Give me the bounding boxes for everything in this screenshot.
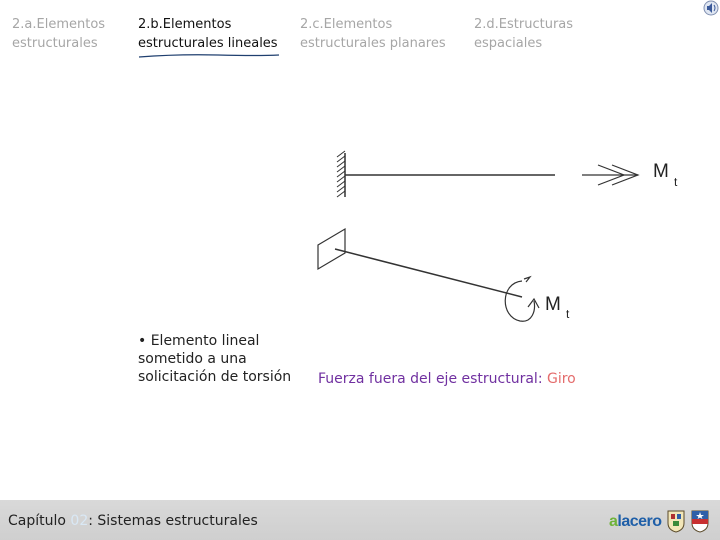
- tab-label-line1: 2.b.Elementos: [138, 17, 232, 32]
- tab-elementos-planares[interactable]: [300, 15, 446, 53]
- tab-estructuras-espaciales[interactable]: [474, 15, 573, 53]
- bullet-description: • Elemento lineal sometido a una solicitación de torsión: [138, 333, 292, 385]
- chapter-number: 02: [70, 513, 89, 529]
- speaker-icon[interactable]: [703, 0, 720, 16]
- footer-bar: [0, 500, 720, 540]
- tab-label-line2: espaciales: [474, 36, 543, 51]
- logo-letter-a: a: [609, 513, 618, 530]
- logo-rest: lacero: [617, 513, 662, 530]
- chapter-suffix: : Sistemas estructurales: [88, 513, 258, 529]
- chile-crest-icon: [690, 509, 710, 533]
- fixed-support-top: [337, 151, 345, 197]
- moment-vector-arrow: [582, 165, 638, 185]
- moment-label-top: M: [653, 161, 669, 182]
- tab-label-line1: 2.c.Elementos: [300, 17, 393, 32]
- caption-main: Fuerza fuera del eje estructural:: [318, 371, 547, 387]
- active-tab-underline: [138, 53, 280, 59]
- curved-moment-arrow: [505, 277, 539, 321]
- tab-elementos-estructurales[interactable]: [12, 15, 105, 53]
- tab-label-line1: 2.a.Elementos: [12, 17, 106, 32]
- alacero-logo: [609, 513, 662, 531]
- tab-label-line2: estructurales: [12, 36, 98, 51]
- tab-label-line1: 2.d.Estructuras: [474, 17, 574, 32]
- torsion-diagram: [300, 145, 690, 330]
- moment-label-bottom: M: [545, 294, 561, 315]
- tab-label-line2: estructurales lineales: [138, 36, 278, 51]
- tab-label-line2: estructurales planares: [300, 36, 446, 51]
- plate-support-bottom: [318, 229, 345, 269]
- force-caption: [318, 371, 576, 387]
- moment-subscript-bottom: t: [566, 307, 570, 321]
- chapter-title: [8, 513, 258, 529]
- tab-elementos-lineales[interactable]: [138, 15, 278, 53]
- beam-bottom: [335, 249, 522, 297]
- moment-subscript-top: t: [674, 175, 678, 189]
- caption-accent: Giro: [547, 371, 576, 387]
- university-crest-icon: [666, 509, 686, 533]
- chapter-prefix: Capítulo: [8, 513, 71, 529]
